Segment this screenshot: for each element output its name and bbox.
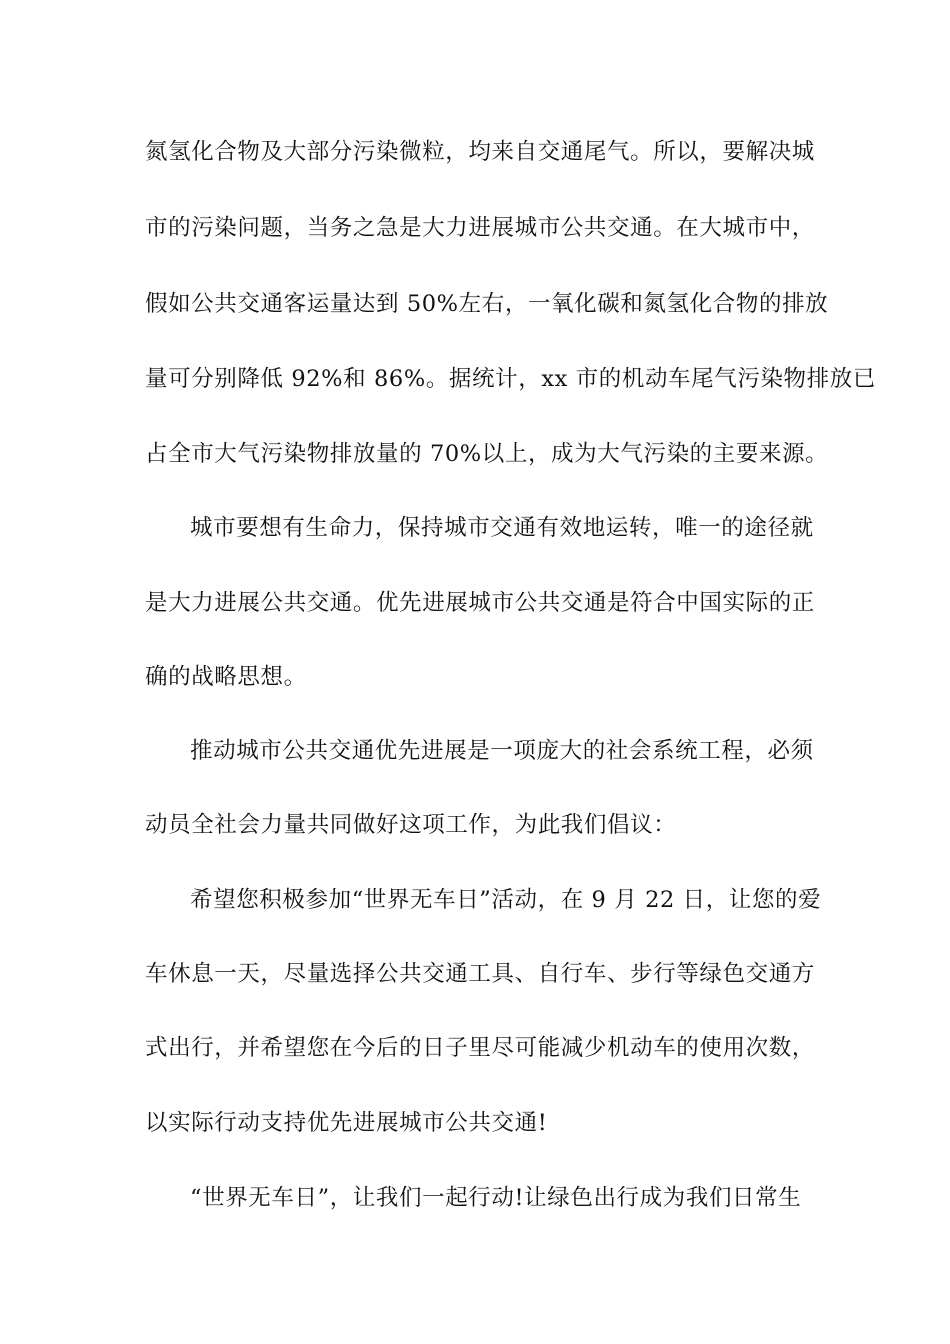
text-line-5: 占全市大气污染物排放量的 70%以上，成为大气污染的主要来源。 [145,441,829,467]
paragraph-3-line-1: 推动城市公共交通优先进展是一项庞大的社会系统工程，必须 [190,738,814,764]
text-line-2: 市的污染问题，当务之急是大力进展城市公共交通。在大城市中， [145,215,815,241]
paragraph-4-line-2: 车休息一天，尽量选择公共交通工具、自行车、步行等绿色交通方 [145,961,815,987]
text-line-3: 假如公共交通客运量达到 50%左右，一氧化碳和氮氢化合物的排放 [145,291,829,317]
paragraph-5-line-1: “世界无车日”，让我们一起行动!让绿色出行成为我们日常生 [190,1185,802,1211]
paragraph-3-line-2: 动员全社会力量共同做好这项工作，为此我们倡议： [145,812,677,838]
paragraph-4-line-1: 希望您积极参加“世界无车日”活动，在 9 月 22 日，让您的爱 [190,887,822,913]
paragraph-4-line-3: 式出行，并希望您在今后的日子里尽可能减少机动车的使用次数， [145,1035,815,1061]
paragraph-4-line-4: 以实际行动支持优先进展城市公共交通! [145,1110,548,1136]
paragraph-2-line-1: 城市要想有生命力，保持城市交通有效地运转，唯一的途径就 [190,515,814,541]
paragraph-2-line-3: 确的战略思想。 [145,664,307,690]
text-line-4: 量可分别降低 92%和 86%。据统计，xx 市的机动车尾气污染物排放已 [145,366,876,392]
paragraph-2-line-2: 是大力进展公共交通。优先进展城市公共交通是符合中国实际的正 [145,590,815,616]
text-line-1: 氮氢化合物及大部分污染微粒，均来自交通尾气。所以，要解决城 [145,139,815,165]
